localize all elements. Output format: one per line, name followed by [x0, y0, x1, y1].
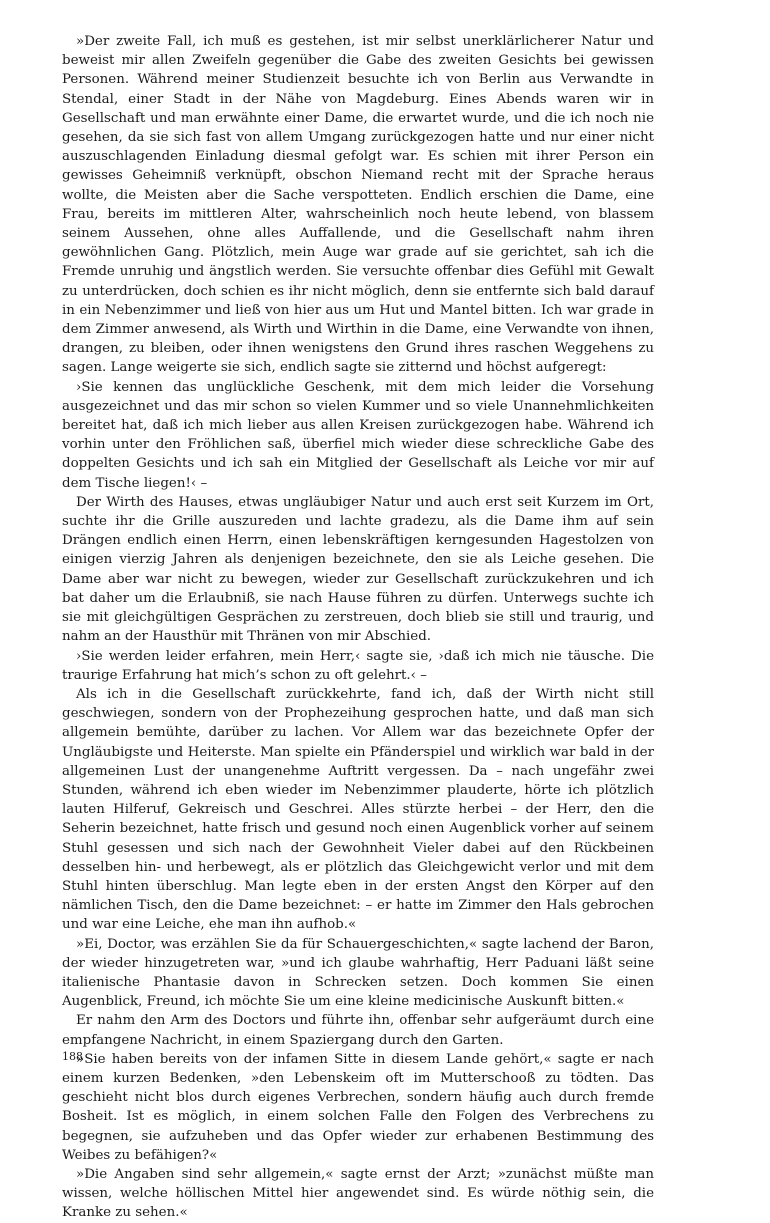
paragraph: »Ei, Doctor, was erzählen Sie da für Schauergeschichten,« sagte lachend der Baron, der wieder hinzugetreten war, »und ich glaube wahrhaftig, Herr Paduani läßt seine italienische Phantasie davon in Schrecken setzen. Doch kommen Sie einen Augenblick, Freund, ich möchte Sie um eine kleine medicinische Auskunft bitten.« [62, 936, 654, 1010]
page-number: 188 [62, 1050, 83, 1063]
paragraph: Als ich in die Gesellschaft zurückkehrte, fand ich, daß der Wirth nicht still geschwiegen, sondern von der Prophezeihung gesprochen hatte, und daß man sich allgemein bemühte, darüber zu lachen. Vor Allem war das bezeichnete Opfer der Ungläubigste und Heiterste. Man spielte ein Pfänderspiel und wirklich war bald in der allgemeinen Lust der unangenehme Auftritt vergessen. Da – nach ungefähr zwei Stunden, während ich eben wieder im Nebenzimmer plauderte, hörte ich plötzlich lauten Hilferuf, Gekreisch und Geschrei. Alles stürzte herbei – der Herr, den die Seherin bezeichnet, hatte frisch und gesund noch einen Augenblick vorher auf seinem Stuhl gesessen und sich nach der Gewohnheit Vieler dabei auf den Rückbeinen desselben hin- und herbewegt, als er plötzlich das Gleichgewicht verlor und mit dem Stuhl hinten überschlug. Man legte eben in der ersten Angst den Körper auf den nämlichen Tisch, den die Dame bezeichnet: – er hatte im Zimmer den Hals gebrochen und war eine Leiche, ehe man ihn aufhob.« [62, 686, 654, 933]
paragraph: »Die Angaben sind sehr allgemein,« sagte ernst der Arzt; »zunächst müßte man wissen, welche höllischen Mittel hier angewendet sind. Es würde nöthig sein, die Kranke zu sehen.« [62, 1166, 654, 1221]
paragraph: »Der zweite Fall, ich muß es gestehen, ist mir selbst unerklärlicherer Natur und beweist mir allen Zweifeln gegenüber die Gabe des zweiten Gesichts bei gewissen Personen. Während meiner Studienzeit besuchte ich von Berlin aus Verwandte in Stendal, einer Stadt in der Nähe von Magdeburg. Eines Abends waren wir in Gesellschaft und man erwähnte einer Dame, die erwartet wurde, und die ich noch nie gesehen, da sie sich fast von allem Umgang zurückgezogen hatte und nur einer nicht auszuschlagenden Einladung diesmal gefolgt war. Es schien mit ihrer Person ein gewisses Geheimniß verknüpft, obschon Niemand recht mit der Sprache heraus wollte, die Meisten aber die Sache verspotteten. Endlich erschien die Dame, eine Frau, bereits im mittleren Alter, wahrscheinlich noch heute lebend, von blassem seinem Aussehen, ohne alles Auffallende, und die Gesellschaft nahm ihren gewöhnlichen Gang. Plötzlich, mein Auge war grade auf sie gerichtet, sah ich die Fremde unruhig und ängstlich werden. Sie versuchte offenbar dies Gefühl mit Gewalt zu unterdrücken, doch schien es ihr nicht möglich, denn sie entfernte sich bald darauf in ein Nebenzimmer und ließ von hier aus um Hut und Mantel bitten. Ich war grade in dem Zimmer anwesend, als Wirth und Wirthin in die Dame, eine Verwandte von ihnen, drangen, zu bleiben, oder ihnen wenigstens den Grund ihres raschen Weggehens zu sagen. Lange weigerte sie sich, endlich sagte sie zitternd und höchst aufgeregt: [62, 34, 654, 376]
paragraph: »Sie haben bereits von der infamen Sitte in diesem Lande gehört,« sagte er nach einem kurzen Bedenken, »den Lebenskeim oft im Mutterschooß zu tödten. Das geschieht nicht blos durch eigenes Verbrechen, sondern häufig auch durch fremde Bosheit. Ist es möglich, in einem solchen Falle den Folgen des Verbrechens zu begegnen, sie aufzuheben und das Opfer wieder zur erhabenen Bestimmung des Weibes zu befähigen?« [62, 1051, 654, 1163]
paragraph: ›Sie werden leider erfahren, mein Herr,‹ sagte sie, ›daß ich mich nie täusche. Die traurige Erfahrung hat mich’s schon zu oft gelehrt.‹ – [62, 648, 654, 683]
paragraph: ›Sie kennen das unglückliche Geschenk, mit dem mich leider die Vorsehung ausgezeichnet und das mir schon so vielen Kummer und so viele Unannehmlichkeiten bereitet hat, daß ich mich lieber aus allen Kreisen zurückgezogen habe. Während ich vorhin unter den Fröhlichen saß, überfiel mich wieder diese schreckliche Gabe des doppelten Gesichts und ich sah ein Mitglied der Gesellschaft als Leiche vor mir auf dem Tische liegen!‹ – [62, 379, 654, 491]
page-body [62, 32, 654, 1223]
paragraph: Er nahm den Arm des Doctors und führte ihn, offenbar sehr aufgeräumt durch eine empfangene Nachricht, in einem Spaziergang durch den Garten. [62, 1013, 654, 1048]
paragraph: Der Wirth des Hauses, etwas ungläubiger Natur und auch erst seit Kurzem im Ort, suchte ihr die Grille auszureden und lachte gradezu, als die Dame ihm auf sein Drängen endlich einen Herrn, einen lebenskräftigen kerngesunden Hagestolzen von einigen vierzig Jahren als denjenigen bezeichnete, den sie als Leiche gesehen. Die Dame aber war nicht zu bewegen, wieder zur Gesellschaft zurückzukehren und ich bat daher um die Erlaubniß, sie nach Hause führen zu dürfen. Unterwegs suchte ich sie mit gleichgültigen Gesprächen zu zerstreuen, doch blieb sie still und traurig, und nahm an der Hausthür mit Thränen von mir Abschied. [62, 494, 654, 645]
